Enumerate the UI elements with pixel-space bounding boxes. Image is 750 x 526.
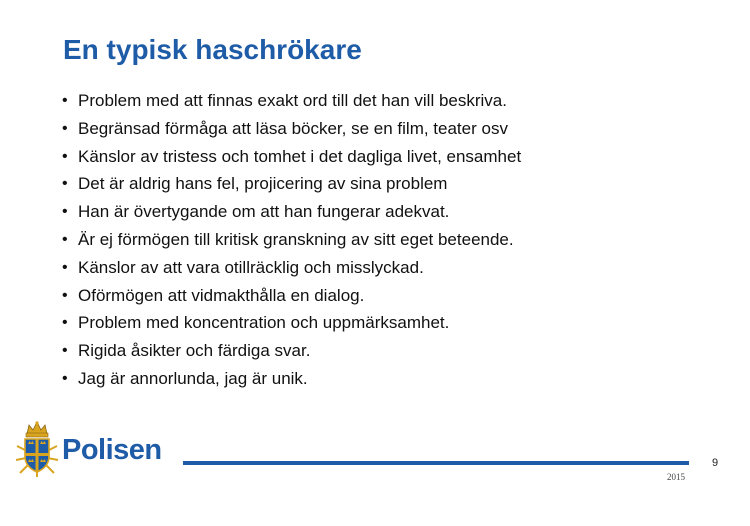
bullet-text: Oförmögen att vidmakthålla en dialog. bbox=[78, 285, 365, 305]
bullet-item bbox=[62, 257, 521, 285]
bullet-item bbox=[62, 173, 521, 201]
bullet-symbol: • bbox=[62, 258, 68, 276]
footer-divider bbox=[183, 461, 689, 465]
bullet-item bbox=[62, 368, 521, 396]
bullet-symbol: • bbox=[62, 369, 68, 387]
bullet-item bbox=[62, 146, 521, 174]
bullet-item bbox=[62, 118, 521, 146]
polisen-logo bbox=[14, 420, 174, 480]
slide-title: En typisk haschrökare bbox=[63, 34, 362, 65]
bullet-text: Han är övertygande om att han fungerar adekvat. bbox=[78, 202, 450, 222]
bullet-symbol: • bbox=[62, 286, 68, 304]
bullet-symbol: • bbox=[62, 314, 68, 332]
bullet-symbol: • bbox=[62, 230, 68, 248]
bullet-symbol: • bbox=[62, 147, 68, 165]
bullet-symbol: • bbox=[62, 119, 68, 137]
bullet-item bbox=[62, 340, 521, 368]
footer-year: 2015 bbox=[667, 472, 685, 482]
bullet-symbol: • bbox=[62, 203, 68, 221]
bullet-text: Problem med att finnas exakt ord till det han vill beskriva. bbox=[78, 91, 507, 110]
bullet-text: Jag är annorlunda, jag är unik. bbox=[78, 368, 308, 388]
bullet-symbol: • bbox=[62, 342, 68, 360]
logo-text: Polisen bbox=[62, 434, 162, 466]
bullet-text: Känslor av att vara otillräcklig och misslyckad. bbox=[78, 257, 424, 277]
police-emblem-icon bbox=[14, 420, 60, 478]
bullet-item bbox=[62, 312, 521, 340]
bullet-item bbox=[62, 90, 521, 118]
bullet-item bbox=[62, 229, 521, 257]
bullet-item bbox=[62, 285, 521, 313]
bullet-text: Känslor av tristess och tomhet i det dagliga livet, ensamhet bbox=[78, 146, 522, 166]
bullet-item bbox=[62, 201, 521, 229]
bullet-text: Rigida åsikter och färdiga svar. bbox=[78, 341, 311, 361]
bullet-text: Problem med koncentration och uppmärksamhet. bbox=[78, 313, 450, 333]
bullet-text: Begränsad förmåga att läsa böcker, se en film, teater osv bbox=[78, 118, 508, 138]
bullet-symbol: • bbox=[62, 175, 68, 193]
bullet-text: Är ej förmögen till kritisk granskning av sitt eget beteende. bbox=[78, 229, 514, 249]
page-number: 9 bbox=[712, 457, 719, 469]
bullet-symbol: • bbox=[62, 92, 68, 109]
bullet-text: Det är aldrig hans fel, projicering av sina problem bbox=[78, 174, 448, 194]
bullet-list bbox=[62, 90, 521, 396]
